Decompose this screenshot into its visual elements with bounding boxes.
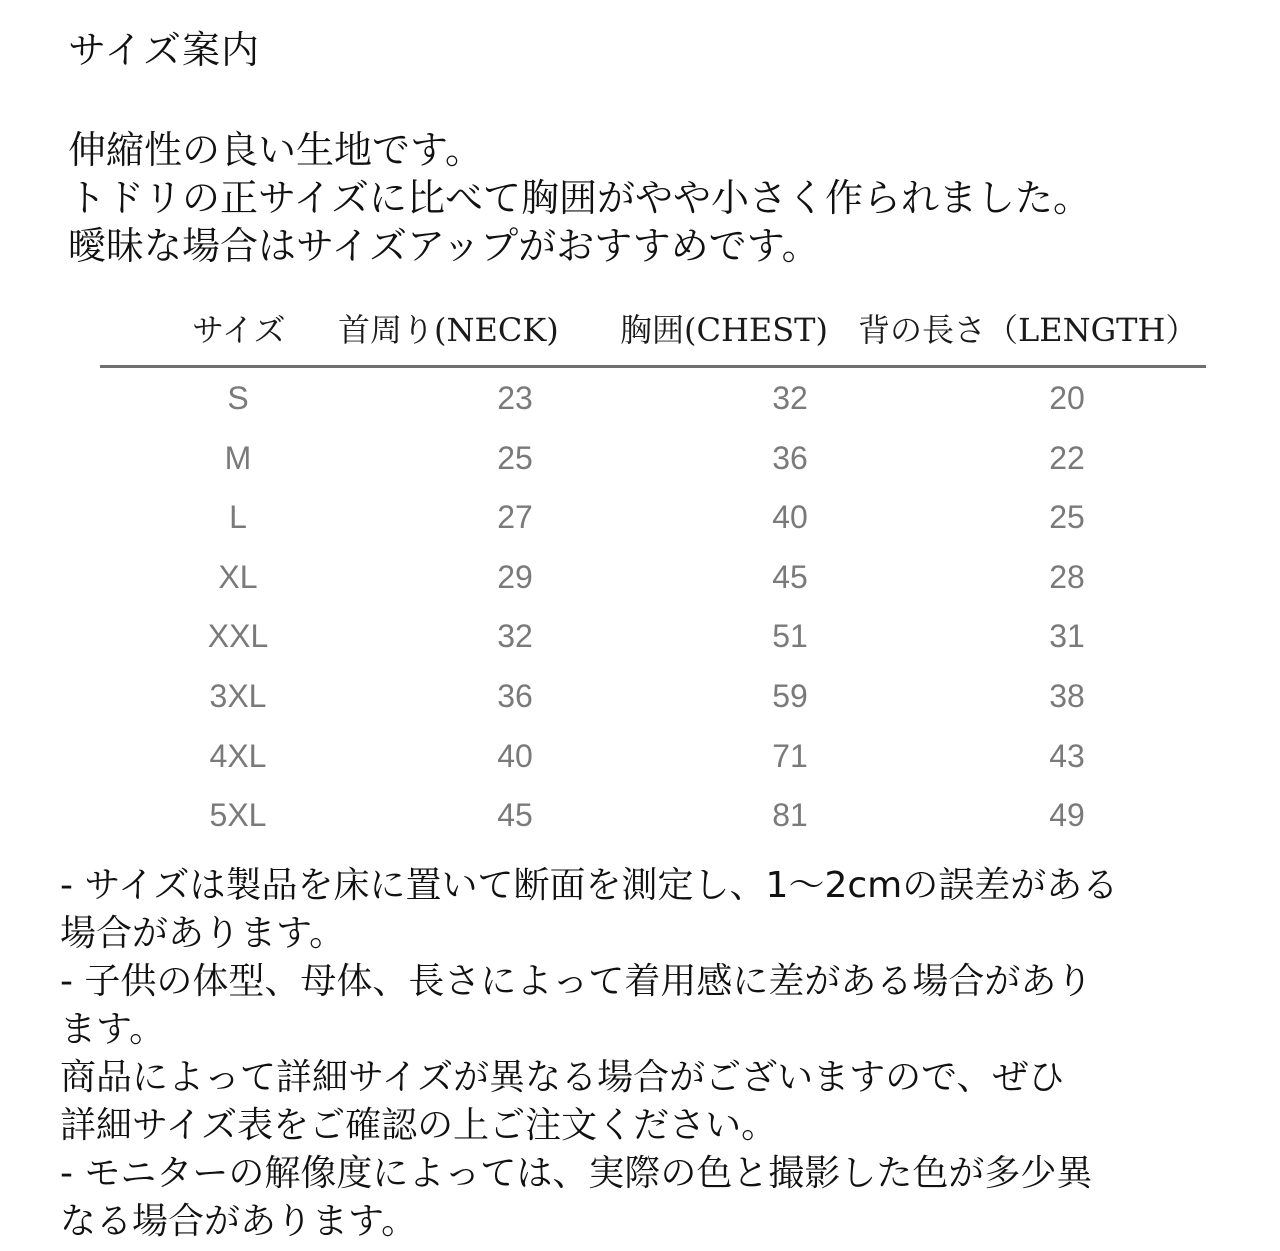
header-size: サイズ [192,311,286,349]
table-row [0,547,1280,607]
notes-section [60,862,1250,1246]
table-row [0,785,1280,845]
cell-length: 20 [1049,380,1085,416]
intro-line: 伸縮性の良い生地です。 [68,128,483,172]
cell-chest: 59 [772,677,808,714]
cell-neck: 36 [497,677,533,714]
table-row [0,666,1280,726]
cell-chest: 45 [772,558,808,595]
header-length: 背の長さ（LENGTH） [858,311,1198,349]
intro-line: 曖昧な場合はサイズアップがおすすめです。 [68,224,820,268]
cell-neck: 40 [497,737,533,774]
cell-chest: 51 [772,618,808,655]
cell-length: 43 [1049,737,1085,774]
note-line: ます。 [60,1009,166,1050]
cell-length: 31 [1049,618,1085,655]
note-line: - サイズは製品を床に置いて断面を測定し、1～2cmの誤差がある [60,865,1119,906]
cell-neck: 32 [497,618,533,655]
cell-size: 5XL [209,797,267,834]
cell-chest: 81 [772,797,808,834]
cell-size: 4XL [209,737,267,774]
cell-size: S [227,380,249,416]
cell-neck: 45 [497,797,533,834]
cell-length: 25 [1049,499,1085,536]
note-line: - モニターの解像度によっては、実際の色と撮影した色が多少異 [60,1153,1093,1194]
cell-chest: 71 [772,737,808,774]
cell-length: 49 [1049,797,1085,834]
cell-neck: 29 [497,558,533,595]
cell-length: 28 [1049,558,1085,595]
cell-size: L [229,499,247,536]
intro-line: トドリの正サイズに比べて胸囲がやや小さく作られました。 [68,176,1091,220]
note-line: - 子供の体型、母体、長さによって着用感に差がある場合があり [60,961,1093,1002]
table-row [0,487,1280,547]
cell-size: XXL [207,618,269,655]
page-title: サイズ案内 [68,28,260,72]
table-row [0,606,1280,666]
table-row [0,368,1280,428]
header-chest: 胸囲(CHEST) [620,311,828,349]
note-line: 場合があります。 [60,913,346,954]
table-row [0,428,1280,488]
cell-chest: 40 [772,499,808,536]
cell-length: 22 [1049,439,1085,476]
cell-size: XL [218,558,258,595]
cell-neck: 25 [497,439,533,476]
note-line: なる場合があります。 [60,1201,418,1242]
cell-neck: 23 [497,380,533,416]
cell-neck: 27 [497,499,533,536]
table-row [0,726,1280,786]
header-neck: 首周り(NECK) [338,311,559,349]
cell-chest: 32 [772,380,808,416]
intro-text [68,126,1248,270]
cell-size: 3XL [209,677,267,714]
size-table-header [0,302,1280,358]
size-table-body [0,368,1280,845]
cell-chest: 36 [772,439,808,476]
note-line: 商品によって詳細サイズが異なる場合がございますので、ぜひ [60,1057,1065,1098]
cell-size: M [224,439,252,476]
cell-length: 38 [1049,677,1085,714]
note-line: 詳細サイズ表をご確認の上ご注文ください。 [60,1105,778,1146]
